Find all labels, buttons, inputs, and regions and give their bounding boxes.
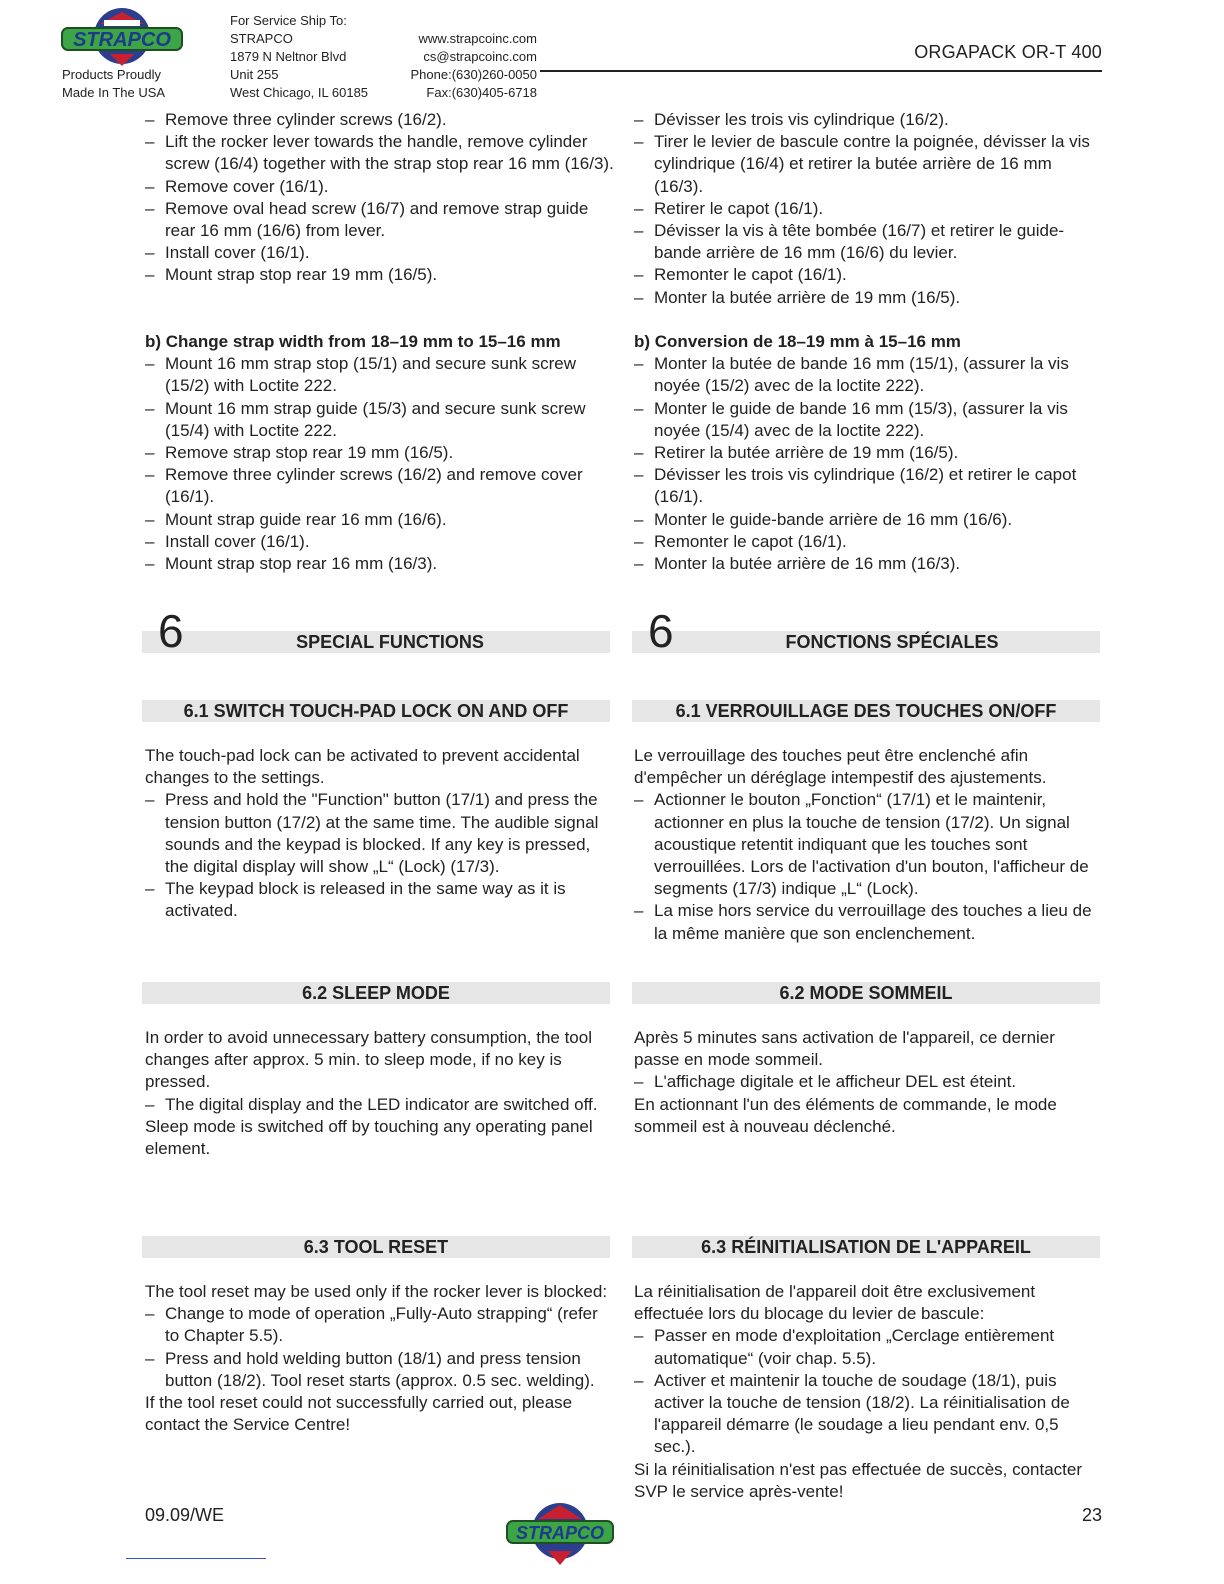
list-item: – Dévisser les trois vis cylindrique (16/2).: [634, 109, 1104, 131]
list-item: – Remove three cylinder screws (16/2).: [145, 109, 615, 131]
list-item: – Monter la butée arrière de 16 mm (16/3).: [634, 553, 1104, 575]
section-6-1-body-fr: [634, 745, 1104, 945]
paragraph: In order to avoid unnecessary battery consumption, the tool changes after approx. 5 min. to sleep mode, if no key is pressed.: [145, 1028, 592, 1092]
paragraph: Si la réinitialisation n'est pas effectuée de succès, contacter SVP le service après-vente!: [634, 1459, 1083, 1501]
section-6-2-title-fr: 6.2 MODE SOMMEIL: [632, 982, 1100, 1004]
ship-to-line: STRAPCO: [230, 31, 293, 46]
subsection-title: b) Change strap width from 18–19 mm to 15–16 mm: [145, 332, 561, 351]
phone-number: Phone:(630)260-0050: [410, 67, 537, 82]
ship-to-line: 1879 N Neltnor Blvd: [230, 49, 347, 64]
list-item: – Mount strap stop rear 19 mm (16/5).: [145, 264, 615, 286]
list-item: – Lift the rocker lever towards the handle, remove cylinder screw (16/4) together with the strap stop rear 16 mm (16/3).: [145, 131, 615, 175]
subsection-title: b) Conversion de 18–19 mm à 15–16 mm: [634, 332, 961, 351]
list-item: – Retirer la butée arrière de 19 mm (16/5).: [634, 442, 1104, 464]
list-item: – Tirer le levier de bascule contre la poignée, dévisser la vis cylindrique (16/4) et retirer la butée arrière de 16 mm (16/3).: [634, 131, 1104, 198]
list-item: – Install cover (16/1).: [145, 531, 615, 553]
list-item: – Remove strap stop rear 19 mm (16/5).: [145, 442, 615, 464]
ship-to-address: [230, 12, 368, 102]
list-item: – Mount strap guide rear 16 mm (16/6).: [145, 509, 615, 531]
list-item: – Remonter le capot (16/1).: [634, 531, 1104, 553]
website-link[interactable]: www.strapcoinc.com: [418, 31, 537, 46]
list-item: – The keypad block is released in the same way as it is activated.: [145, 878, 615, 922]
section-6-1-body-en: [145, 745, 615, 923]
list-item: – Change to mode of operation „Fully-Auto strapping“ (refer to Chapter 5.5).: [145, 1303, 615, 1347]
section-6-1-title-en: 6.1 SWITCH TOUCH-PAD LOCK ON AND OFF: [142, 700, 610, 722]
paragraph: Le verrouillage des touches peut être enclenché afin d'empêcher un déréglage intempestif des ajustements.: [634, 746, 1047, 788]
list-item: – Mount 16 mm strap guide (15/3) and secure sunk screw (15/4) with Loctite 222.: [145, 398, 615, 442]
fax-number: Fax:(630)405-6718: [426, 85, 537, 100]
list-item: – Mount 16 mm strap stop (15/1) and secure sunk screw (15/2) with Loctite 222.: [145, 353, 615, 397]
paragraph: Après 5 minutes sans activation de l'appareil, ce dernier passe en mode sommeil.: [634, 1028, 1055, 1070]
list-item: – Monter le guide de bande 16 mm (15/3), (assurer la vis noyée (15/4) avec de la loctite 222).: [634, 398, 1104, 442]
list-item: – Mount strap stop rear 16 mm (16/3).: [145, 553, 615, 575]
chapter-title-fr: FONCTIONS SPÉCIALES: [785, 632, 999, 652]
ship-to-line: For Service Ship To:: [230, 13, 347, 28]
page-number: 23: [1081, 1505, 1102, 1525]
list-item: – Install cover (16/1).: [145, 242, 615, 264]
section-6-2-body-fr: [634, 1027, 1104, 1138]
paragraph: En actionnant l'un des éléments de commande, le mode sommeil est à nouveau déclenché.: [634, 1094, 1057, 1136]
section-6-3-body-en: [145, 1281, 615, 1436]
list-item: – Retirer le capot (16/1).: [634, 198, 1104, 220]
list-item: – Activer et maintenir la touche de soudage (18/1), puis activer la touche de tension (18/2). La réinitialisation de l'appareil démarre (le soudage a lieu pendant env. 0,5 sec.).: [634, 1370, 1104, 1459]
header-rule: [540, 70, 1102, 72]
right-b-section: [634, 331, 1104, 575]
list-item: – Dévisser les trois vis cylindrique (16/2) et retirer le capot (16/1).: [634, 464, 1104, 508]
svg-text:STRAPCO: STRAPCO: [73, 29, 171, 51]
chapter-number-en: 6: [158, 605, 184, 657]
list-item: – Monter la butée de bande 16 mm (15/1), (assurer la vis noyée (15/2) avec de la loctite 222).: [634, 353, 1104, 397]
paragraph: The tool reset may be used only if the rocker lever is blocked:: [145, 1282, 608, 1301]
list-item: – Remove oval head screw (16/7) and remove strap guide rear 16 mm (16/6) from lever.: [145, 198, 615, 242]
paragraph: The touch-pad lock can be activated to prevent accidental changes to the settings.: [145, 746, 580, 788]
section-6-1-title-fr: 6.1 VERROUILLAGE DES TOUCHES ON/OFF: [632, 700, 1100, 722]
list-item: – Monter le guide-bande arrière de 16 mm (16/6).: [634, 509, 1104, 531]
footer-logo: [505, 1497, 615, 1567]
chapter-number-fr: 6: [648, 605, 674, 657]
section-6-3-title-fr: 6.3 RÉINITIALISATION DE L'APPAREIL: [632, 1236, 1100, 1258]
model-title: ORGAPACK OR-T 400: [914, 42, 1102, 62]
footer-link-underline: [126, 1558, 266, 1559]
tagline: [62, 66, 165, 102]
section-6-3-body-fr: [634, 1281, 1104, 1503]
email-link[interactable]: cs@strapcoinc.com: [423, 49, 537, 64]
ship-to-line: West Chicago, IL 60185: [230, 85, 369, 100]
list-item: – L'affichage digitale et le afficheur DEL est éteint.: [634, 1071, 1104, 1093]
list-item: – Actionner le bouton „Fonction“ (17/1) et le maintenir, actionner en plus la touche de tension (17/2). Un signal acoustique retentit indiquant que les touches sont verrouillées. Lors de l'activation d'un bouton, l'afficheur de segments (17/3) indique „L“ (Lock).: [634, 789, 1104, 900]
document-code: 09.09/WE: [145, 1505, 225, 1525]
list-item: – Passer en mode d'exploitation „Cerclage entièrement automatique“ (voir chap. 5.5).: [634, 1325, 1104, 1369]
list-item: – Press and hold welding button (18/1) and press tension button (18/2). Tool reset starts (approx. 0.5 sec. welding).: [145, 1348, 615, 1392]
list-item: – Remove cover (16/1).: [145, 176, 615, 198]
right-top-list: [634, 109, 1104, 309]
paragraph: If the tool reset could not successfully carried out, please contact the Service Centre!: [145, 1393, 573, 1435]
list-item: – Remonter le capot (16/1).: [634, 264, 1104, 286]
tagline-line: Products Proudly: [62, 67, 161, 82]
paragraph: Sleep mode is switched off by touching any operating panel element.: [145, 1116, 593, 1159]
list-item: – Press and hold the "Function" button (17/1) and press the tension button (17/2) at the same time. The audible signal sounds and the keypad is blocked. If any key is pressed, the digital display will show „L“ (Lock) (17/3).: [145, 789, 615, 878]
list-item: – Remove three cylinder screws (16/2) and remove cover (16/1).: [145, 464, 615, 508]
strapco-logo: [60, 4, 184, 68]
section-6-2-body-en: [145, 1027, 615, 1160]
contact-info: [400, 30, 537, 102]
left-b-section: [145, 331, 615, 575]
left-top-list: [145, 109, 615, 287]
section-6-2-title-en: 6.2 SLEEP MODE: [142, 982, 610, 1004]
chapter-title-en: SPECIAL FUNCTIONS: [296, 632, 484, 652]
list-item: – La mise hors service du verrouillage des touches a lieu de la même manière que son enclenchement.: [634, 900, 1104, 944]
section-6-3-title-en: 6.3 TOOL RESET: [142, 1236, 610, 1258]
ship-to-line: Unit 255: [230, 67, 279, 82]
svg-text:STRAPCO: STRAPCO: [515, 1523, 605, 1543]
paragraph: La réinitialisation de l'appareil doit être exclusivement effectuée lors du blocage du levier de bascule:: [634, 1282, 1036, 1324]
tagline-line: Made In The USA: [62, 85, 166, 100]
list-item: – The digital display and the LED indicator are switched off.: [145, 1094, 615, 1116]
list-item: – Monter la butée arrière de 19 mm (16/5).: [634, 287, 1104, 309]
list-item: – Dévisser la vis à tête bombée (16/7) et retirer le guide-bande arrière de 16 mm (16/6) du levier.: [634, 220, 1104, 264]
